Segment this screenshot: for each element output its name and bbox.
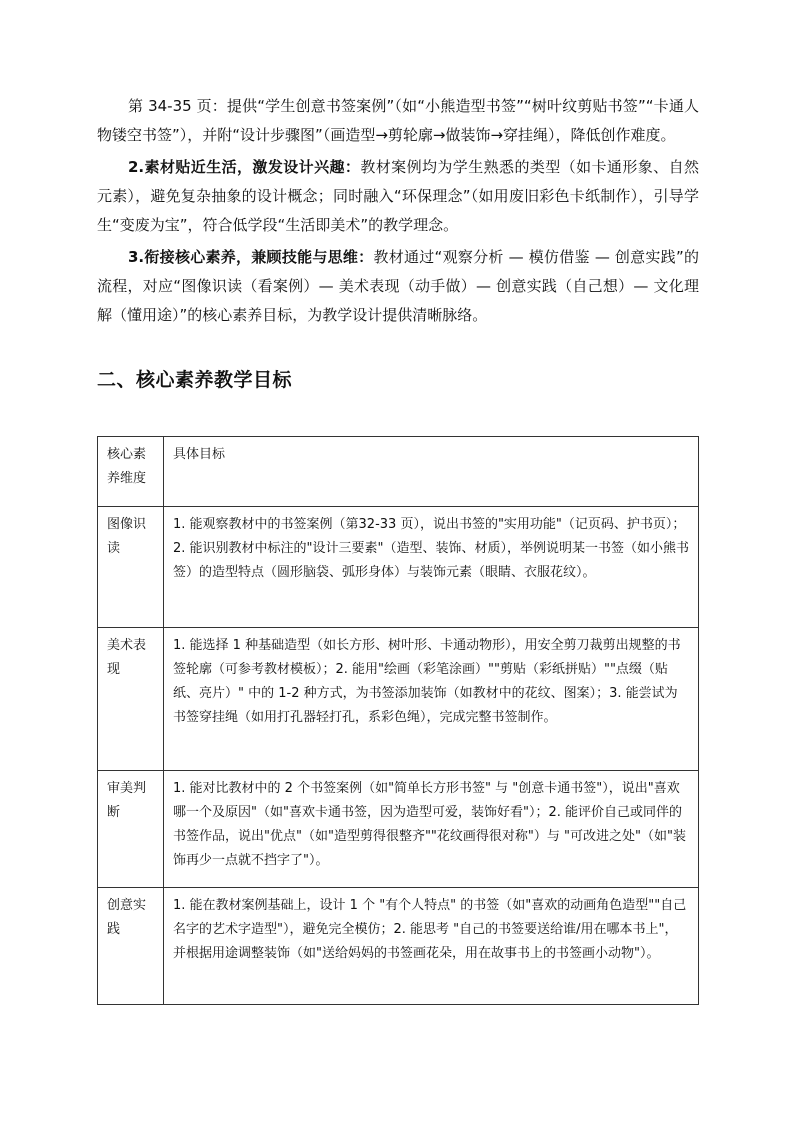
- paragraph-1-text: 第 34-35 页：提供“学生创意书签案例”（如“小熊造型书签”“树叶纹剪贴书签”“卡通人物镂空书签”），并附“设计步骤图”（画造型→剪轮廓→做装饰→穿挂绳），降低创作难度。: [97, 97, 699, 144]
- row-dimension: 美术表现: [98, 628, 164, 771]
- paragraph-core-literacy: [97, 243, 699, 330]
- section-heading: 二、核心素养教学目标: [97, 369, 293, 391]
- paragraph-materials: [97, 153, 699, 240]
- row-dimension: 图像识读: [98, 507, 164, 628]
- header-dimension: 核心素养维度: [98, 437, 164, 507]
- paragraph-3-label: 3.衔接核心素养，兼顾技能与思维：: [128, 248, 374, 266]
- table-header-row: [98, 437, 699, 507]
- goals-table: [97, 436, 699, 1005]
- header-goal: 具体目标: [164, 437, 699, 507]
- row-dimension: 审美判断: [98, 771, 164, 888]
- paragraph-3-text: 教材通过“观察分析 — 模仿借鉴 — 创意实践”的流程，对应“图像识读（看案例）— 美术表现（动手做）— 创意实践（自己想）— 文化理解（懂用途）”的核心素养目标，为教学设计提供清晰脉络。: [97, 248, 699, 324]
- paragraph-textbook-pages: [97, 92, 699, 150]
- row-dimension: 创意实践: [98, 888, 164, 1005]
- body-text: [97, 92, 699, 330]
- table-row: [98, 507, 699, 628]
- table-row: [98, 771, 699, 888]
- paragraph-2-text: 教材案例均为学生熟悉的类型（如卡通形象、自然元素），避免复杂抽象的设计概念；同时融入“环保理念”（如用废旧彩色卡纸制作），引导学生“变废为宝”，符合低学段“生活即美术”的教学理念。: [97, 158, 699, 234]
- paragraph-2-label: 2.素材贴近生活，激发设计兴趣：: [128, 158, 361, 176]
- table-row: [98, 888, 699, 1005]
- row-goal: 1. 能观察教材中的书签案例（第32-33 页），说出书签的"实用功能"（记页码、护书页）；2. 能识别教材中标注的"设计三要素"（造型、装饰、材质），举例说明某一书签（如小熊书签）的造型特点（圆形脑袋、弧形身体）与装饰元素（眼睛、衣服花纹）。: [164, 507, 699, 628]
- row-goal: 1. 能选择 1 种基础造型（如长方形、树叶形、卡通动物形），用安全剪刀裁剪出规整的书签轮廓（可参考教材模板）；2. 能用"绘画（彩笔涂画）""剪贴（彩纸拼贴）""点缀（贴纸、亮片）" 中的 1-2 种方式，为书签添加装饰（如教材中的花纹、图案）；3. 能尝试为书签穿挂绳（如用打孔器轻打孔，系彩色绳），完成完整书签制作。: [164, 628, 699, 771]
- table-row: [98, 628, 699, 771]
- row-goal: 1. 能对比教材中的 2 个书签案例（如"简单长方形书签" 与 "创意卡通书签"），说出"喜欢哪一个及原因"（如"喜欢卡通书签，因为造型可爱，装饰好看"）；2. 能评价自己或同伴的书签作品，说出"优点"（如"造型剪得很整齐""花纹画得很对称"）与 "可改进之处"（如"装饰再少一点就不挡字了"）。: [164, 771, 699, 888]
- row-goal: 1. 能在教材案例基础上，设计 1 个 "有个人特点" 的书签（如"喜欢的动画角色造型""自己名字的艺术字造型"），避免完全模仿；2. 能思考 "自己的书签要送给谁/用在哪本书上"，并根据用途调整装饰（如"送给妈妈的书签画花朵，用在故事书上的书签画小动物"）。: [164, 888, 699, 1005]
